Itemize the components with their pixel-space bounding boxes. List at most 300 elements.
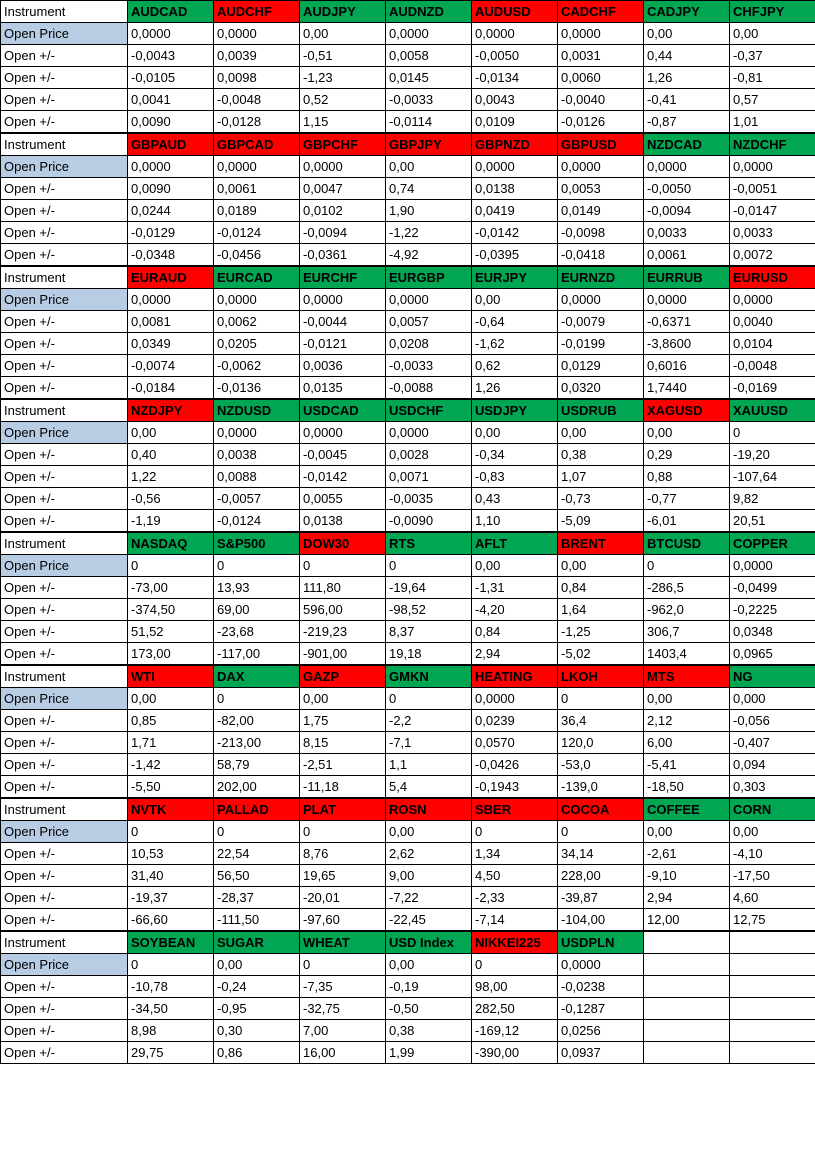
open-change-cell: -0,0094 — [300, 222, 386, 244]
instrument-name-cell[interactable]: GBPNZD — [472, 134, 558, 156]
open-change-cell: 0,0033 — [730, 222, 815, 244]
open-price-cell: 0,0000 — [386, 23, 472, 45]
open-change-cell: -0,0043 — [128, 45, 214, 67]
instrument-name-cell[interactable]: CHFJPY — [730, 1, 815, 23]
open-change-cell: 120,0 — [558, 732, 644, 754]
open-change-row — [1, 244, 815, 266]
open-change-cell: -1,19 — [128, 510, 214, 532]
open-change-cell: -0,0426 — [472, 754, 558, 776]
open-change-row — [1, 621, 815, 643]
open-change-row — [1, 222, 815, 244]
open-change-cell: 0,0041 — [128, 89, 214, 111]
instrument-block — [0, 0, 815, 133]
open-change-row — [1, 1020, 815, 1042]
open-change-cell: 10,53 — [128, 843, 214, 865]
instrument-name-cell[interactable]: COFFEE — [644, 799, 730, 821]
open-change-cell: -0,0134 — [472, 67, 558, 89]
open-price-cell: 0 — [386, 688, 472, 710]
open-change-cell: 22,54 — [214, 843, 300, 865]
open-price-cell: 0,00 — [558, 555, 644, 577]
open-change-cell: -32,75 — [300, 998, 386, 1020]
open-change-cell: 0,0189 — [214, 200, 300, 222]
open-change-cell: 0,0043 — [472, 89, 558, 111]
instrument-name-cell[interactable]: NZDJPY — [128, 400, 214, 422]
open-change-cell: 0,52 — [300, 89, 386, 111]
open-price-cell: 0 — [386, 555, 472, 577]
open-change-cell: 2,94 — [472, 643, 558, 665]
open-change-cell: 13,93 — [214, 577, 300, 599]
instrument-name-cell[interactable]: BRENT — [558, 533, 644, 555]
open-change-cell: -0,64 — [472, 311, 558, 333]
instrument-name-cell[interactable]: USDCAD — [300, 400, 386, 422]
instrument-name-cell[interactable]: COCOA — [558, 799, 644, 821]
row-label-open-change: Open +/- — [1, 976, 128, 998]
open-change-cell: 69,00 — [214, 599, 300, 621]
open-price-cell: 0,0000 — [128, 156, 214, 178]
row-label-open-change: Open +/- — [1, 355, 128, 377]
instrument-name-cell[interactable]: XAGUSD — [644, 400, 730, 422]
instrument-name-cell[interactable]: GBPUSD — [558, 134, 644, 156]
open-change-cell: -0,0124 — [214, 510, 300, 532]
open-change-cell: 0,0256 — [558, 1020, 644, 1042]
row-label-open-change: Open +/- — [1, 444, 128, 466]
open-change-cell: 596,00 — [300, 599, 386, 621]
open-price-cell: 0 — [128, 954, 214, 976]
instrument-name-cell[interactable]: XAUUSD — [730, 400, 815, 422]
row-label-open-price: Open Price — [1, 954, 128, 976]
open-change-row — [1, 754, 815, 776]
open-change-cell: 0,0570 — [472, 732, 558, 754]
open-change-cell: 0,0149 — [558, 200, 644, 222]
open-price-cell: 0,0000 — [386, 422, 472, 444]
open-change-cell: 9,00 — [386, 865, 472, 887]
open-change-cell: -0,0040 — [558, 89, 644, 111]
open-change-row — [1, 776, 815, 798]
open-price-cell: 0 — [128, 821, 214, 843]
open-change-row — [1, 45, 815, 67]
instrument-name-cell[interactable]: AFLT — [472, 533, 558, 555]
row-label-open-change: Open +/- — [1, 754, 128, 776]
open-change-cell: -2,51 — [300, 754, 386, 776]
open-change-cell: -22,45 — [386, 909, 472, 931]
open-change-cell: 0,43 — [472, 488, 558, 510]
open-change-cell: -0,407 — [730, 732, 815, 754]
open-change-cell: 0,85 — [128, 710, 214, 732]
open-price-row — [1, 954, 815, 976]
instrument-name-cell[interactable]: EURUSD — [730, 267, 815, 289]
instrument-name-cell[interactable]: DAX — [214, 666, 300, 688]
open-change-row — [1, 865, 815, 887]
open-price-cell: 0 — [214, 821, 300, 843]
open-change-cell: 0,74 — [386, 178, 472, 200]
instrument-name-cell[interactable]: SUGAR — [214, 932, 300, 954]
open-change-cell: -0,0348 — [128, 244, 214, 266]
open-change-cell: -0,0142 — [300, 466, 386, 488]
open-change-row — [1, 200, 815, 222]
instrument-name-cell[interactable]: AUDNZD — [386, 1, 472, 23]
open-change-row — [1, 643, 815, 665]
open-change-cell: -0,81 — [730, 67, 815, 89]
open-change-cell: -19,64 — [386, 577, 472, 599]
instrument-name-cell[interactable]: AUDUSD — [472, 1, 558, 23]
open-change-cell: 0,0036 — [300, 355, 386, 377]
open-change-cell: 0,84 — [472, 621, 558, 643]
open-change-cell: -0,87 — [644, 111, 730, 133]
open-change-cell: -111,50 — [214, 909, 300, 931]
open-change-cell: 0,303 — [730, 776, 815, 798]
row-label-open-price: Open Price — [1, 289, 128, 311]
open-change-cell: -0,0062 — [214, 355, 300, 377]
open-price-cell: 0 — [214, 688, 300, 710]
open-change-cell: 1,7440 — [644, 377, 730, 399]
open-price-cell: 0,00 — [386, 954, 472, 976]
instrument-name-cell[interactable]: ROSN — [386, 799, 472, 821]
instrument-name-cell[interactable]: EURCHF — [300, 267, 386, 289]
row-label-open-change: Open +/- — [1, 45, 128, 67]
open-change-cell: 0,0090 — [128, 178, 214, 200]
open-change-cell: -0,0499 — [730, 577, 815, 599]
instrument-block — [0, 798, 815, 931]
instrument-name-cell[interactable]: WHEAT — [300, 932, 386, 954]
open-change-cell: 0,0060 — [558, 67, 644, 89]
instrument-name-cell[interactable]: NVTK — [128, 799, 214, 821]
instrument-name-cell[interactable]: CADCHF — [558, 1, 644, 23]
row-label-open-change: Open +/- — [1, 200, 128, 222]
open-change-cell: -169,12 — [472, 1020, 558, 1042]
instrument-name-cell[interactable]: PLAT — [300, 799, 386, 821]
open-change-cell: 0,0104 — [730, 333, 815, 355]
open-change-cell: -97,60 — [300, 909, 386, 931]
open-change-cell: 8,98 — [128, 1020, 214, 1042]
open-change-cell: -0,0147 — [730, 200, 815, 222]
row-label-open-change: Open +/- — [1, 643, 128, 665]
open-change-cell: 36,4 — [558, 710, 644, 732]
row-label-open-change: Open +/- — [1, 311, 128, 333]
open-change-cell: -0,51 — [300, 45, 386, 67]
open-price-cell: 0 — [300, 555, 386, 577]
open-change-cell: -0,6371 — [644, 311, 730, 333]
open-change-cell: 4,60 — [730, 887, 815, 909]
open-change-cell: 0,0033 — [644, 222, 730, 244]
open-change-cell: -0,1943 — [472, 776, 558, 798]
open-change-cell: -219,23 — [300, 621, 386, 643]
open-change-row — [1, 355, 815, 377]
open-price-row — [1, 688, 815, 710]
open-change-cell: 7,00 — [300, 1020, 386, 1042]
open-change-row — [1, 909, 815, 931]
row-label-open-change: Open +/- — [1, 67, 128, 89]
open-change-cell: -139,0 — [558, 776, 644, 798]
open-change-cell: -0,0169 — [730, 377, 815, 399]
open-change-cell: 5,4 — [386, 776, 472, 798]
open-change-cell: 1403,4 — [644, 643, 730, 665]
open-price-cell: 0,0000 — [214, 23, 300, 45]
instrument-name-cell[interactable]: CORN — [730, 799, 815, 821]
open-change-row — [1, 887, 815, 909]
open-change-row — [1, 89, 815, 111]
open-change-cell: 0,0039 — [214, 45, 300, 67]
open-change-cell: -2,2 — [386, 710, 472, 732]
open-price-cell: 0,0000 — [644, 289, 730, 311]
instrument-name-cell[interactable]: COPPER — [730, 533, 815, 555]
open-change-cell: -0,0050 — [472, 45, 558, 67]
row-label-open-price: Open Price — [1, 422, 128, 444]
instrument-name-cell[interactable]: NZDCAD — [644, 134, 730, 156]
empty-cell — [644, 1020, 730, 1042]
open-price-cell: 0,0000 — [214, 289, 300, 311]
instrument-name-cell[interactable]: NIKKEI225 — [472, 932, 558, 954]
open-change-cell: -0,83 — [472, 466, 558, 488]
instrument-name-cell[interactable]: HEATING — [472, 666, 558, 688]
open-change-cell: 0,0071 — [386, 466, 472, 488]
open-change-row — [1, 732, 815, 754]
open-price-cell: 0 — [472, 954, 558, 976]
open-change-cell: -53,0 — [558, 754, 644, 776]
instrument-name-cell[interactable]: GMKN — [386, 666, 472, 688]
open-change-cell: -390,00 — [472, 1042, 558, 1064]
instrument-name-cell[interactable]: WTI — [128, 666, 214, 688]
row-label-open-change: Open +/- — [1, 488, 128, 510]
empty-cell — [730, 932, 815, 954]
instrument-name-cell[interactable]: LKOH — [558, 666, 644, 688]
open-price-cell: 0,0000 — [300, 289, 386, 311]
instrument-name-cell[interactable]: MTS — [644, 666, 730, 688]
open-change-cell: -213,00 — [214, 732, 300, 754]
open-change-cell: -73,00 — [128, 577, 214, 599]
open-price-cell: 0,00 — [300, 23, 386, 45]
open-change-cell: 58,79 — [214, 754, 300, 776]
empty-cell — [644, 954, 730, 976]
open-price-cell: 0,000 — [730, 688, 815, 710]
instrument-name-cell[interactable]: EURAUD — [128, 267, 214, 289]
open-change-cell: -0,0051 — [730, 178, 815, 200]
open-change-cell: 0,0135 — [300, 377, 386, 399]
instrument-name-cell[interactable]: USDCHF — [386, 400, 472, 422]
open-price-cell: 0,00 — [644, 821, 730, 843]
open-change-cell: 0,0057 — [386, 311, 472, 333]
instrument-name-cell[interactable]: EURGBP — [386, 267, 472, 289]
open-change-cell: -0,0094 — [644, 200, 730, 222]
open-change-cell: 19,18 — [386, 643, 472, 665]
open-change-cell: 202,00 — [214, 776, 300, 798]
instrument-name-cell[interactable]: S&P500 — [214, 533, 300, 555]
instrument-name-cell[interactable]: PALLAD — [214, 799, 300, 821]
open-price-cell: 0,00 — [730, 821, 815, 843]
instrument-name-cell[interactable]: AUDCAD — [128, 1, 214, 23]
instrument-block — [0, 665, 815, 798]
open-change-cell: -82,00 — [214, 710, 300, 732]
instrument-name-cell[interactable]: GBPCAD — [214, 134, 300, 156]
open-change-cell: 0,0038 — [214, 444, 300, 466]
open-price-cell: 0,0000 — [128, 289, 214, 311]
open-change-cell: 0,0102 — [300, 200, 386, 222]
open-change-cell: -0,0033 — [386, 89, 472, 111]
row-label-instrument: Instrument — [1, 400, 128, 422]
open-change-row — [1, 1042, 815, 1064]
instrument-name-cell[interactable]: NZDCHF — [730, 134, 815, 156]
open-price-cell: 0,0000 — [558, 954, 644, 976]
instrument-header-row — [1, 134, 815, 156]
open-change-cell: 0,0061 — [644, 244, 730, 266]
open-price-cell: 0,00 — [128, 688, 214, 710]
open-price-row — [1, 289, 815, 311]
open-change-cell: 8,76 — [300, 843, 386, 865]
open-change-cell: 0,0349 — [128, 333, 214, 355]
open-change-cell: 0,30 — [214, 1020, 300, 1042]
open-price-cell: 0,00 — [644, 688, 730, 710]
open-change-cell: -4,10 — [730, 843, 815, 865]
row-label-open-change: Open +/- — [1, 466, 128, 488]
row-label-open-price: Open Price — [1, 688, 128, 710]
instrument-name-cell[interactable]: NZDUSD — [214, 400, 300, 422]
instrument-header-row — [1, 533, 815, 555]
open-change-cell: -20,01 — [300, 887, 386, 909]
row-label-open-price: Open Price — [1, 156, 128, 178]
open-change-cell: -0,50 — [386, 998, 472, 1020]
open-change-row — [1, 311, 815, 333]
open-change-cell: -0,0456 — [214, 244, 300, 266]
open-change-cell: 2,94 — [644, 887, 730, 909]
open-change-cell: -0,0105 — [128, 67, 214, 89]
open-change-cell: 0,29 — [644, 444, 730, 466]
open-change-cell: -0,0114 — [386, 111, 472, 133]
row-label-open-change: Open +/- — [1, 244, 128, 266]
row-label-open-change: Open +/- — [1, 998, 128, 1020]
open-price-cell: 0,00 — [644, 422, 730, 444]
instrument-name-cell[interactable]: EURJPY — [472, 267, 558, 289]
instrument-name-cell[interactable]: EURNZD — [558, 267, 644, 289]
instrument-name-cell[interactable]: AUDJPY — [300, 1, 386, 23]
instrument-name-cell[interactable]: GBPCHF — [300, 134, 386, 156]
open-change-cell: 20,51 — [730, 510, 815, 532]
open-change-cell: -0,0090 — [386, 510, 472, 532]
open-change-cell: -0,0124 — [214, 222, 300, 244]
instrument-name-cell[interactable]: EURRUB — [644, 267, 730, 289]
instrument-name-cell[interactable]: GAZP — [300, 666, 386, 688]
open-change-cell: 0,0208 — [386, 333, 472, 355]
open-change-cell: -0,0074 — [128, 355, 214, 377]
open-change-cell: 0,57 — [730, 89, 815, 111]
instrument-name-cell[interactable]: USDPLN — [558, 932, 644, 954]
row-label-instrument: Instrument — [1, 799, 128, 821]
instrument-name-cell[interactable]: AUDCHF — [214, 1, 300, 23]
open-change-cell: 9,82 — [730, 488, 815, 510]
open-change-cell: -0,0044 — [300, 311, 386, 333]
open-change-cell: -1,62 — [472, 333, 558, 355]
instrument-name-cell[interactable]: DOW30 — [300, 533, 386, 555]
open-change-cell: 1,90 — [386, 200, 472, 222]
open-change-cell: 0,0109 — [472, 111, 558, 133]
open-price-cell: 0,0000 — [300, 156, 386, 178]
instrument-name-cell[interactable]: RTS — [386, 533, 472, 555]
row-label-open-change: Open +/- — [1, 577, 128, 599]
open-change-cell: -286,5 — [644, 577, 730, 599]
open-change-cell: -2,61 — [644, 843, 730, 865]
open-price-row — [1, 23, 815, 45]
row-label-open-change: Open +/- — [1, 887, 128, 909]
open-change-cell: 1,26 — [472, 377, 558, 399]
open-change-cell: 0,0138 — [472, 178, 558, 200]
open-change-cell: -2,33 — [472, 887, 558, 909]
open-price-cell: 0,00 — [386, 821, 472, 843]
open-change-cell: -0,0418 — [558, 244, 644, 266]
instrument-name-cell[interactable]: EURCAD — [214, 267, 300, 289]
open-change-cell: -0,41 — [644, 89, 730, 111]
instrument-name-cell[interactable]: GBPJPY — [386, 134, 472, 156]
open-change-cell: 34,14 — [558, 843, 644, 865]
instrument-block — [0, 399, 815, 532]
instrument-block — [0, 266, 815, 399]
instrument-name-cell[interactable]: BTCUSD — [644, 533, 730, 555]
instrument-name-cell[interactable]: GBPAUD — [128, 134, 214, 156]
open-change-cell: -7,35 — [300, 976, 386, 998]
open-change-cell: 2,62 — [386, 843, 472, 865]
instrument-name-cell[interactable]: USD Index — [386, 932, 472, 954]
open-change-cell: -0,0088 — [386, 377, 472, 399]
open-change-cell: 98,00 — [472, 976, 558, 998]
open-change-cell: -104,00 — [558, 909, 644, 931]
open-price-cell: 0,00 — [300, 688, 386, 710]
open-change-cell: 0,0072 — [730, 244, 815, 266]
open-change-cell: -5,09 — [558, 510, 644, 532]
open-change-row — [1, 976, 815, 998]
open-change-cell: 12,00 — [644, 909, 730, 931]
instrument-name-cell[interactable]: USDJPY — [472, 400, 558, 422]
open-change-cell: 0,6016 — [644, 355, 730, 377]
open-change-cell: -0,0057 — [214, 488, 300, 510]
open-change-cell: 0,0061 — [214, 178, 300, 200]
instrument-name-cell[interactable]: SBER — [472, 799, 558, 821]
open-price-cell: 0,0000 — [386, 289, 472, 311]
open-change-cell: -9,10 — [644, 865, 730, 887]
open-price-cell: 0,00 — [472, 422, 558, 444]
open-change-cell: -0,34 — [472, 444, 558, 466]
row-label-open-change: Open +/- — [1, 710, 128, 732]
open-change-cell: 0,62 — [472, 355, 558, 377]
open-change-cell: 51,52 — [128, 621, 214, 643]
instrument-name-cell[interactable]: NASDAQ — [128, 533, 214, 555]
open-change-row — [1, 577, 815, 599]
open-change-cell: -4,20 — [472, 599, 558, 621]
open-change-cell: -0,0050 — [644, 178, 730, 200]
instrument-name-cell[interactable]: USDRUB — [558, 400, 644, 422]
open-price-cell: 0,00 — [386, 156, 472, 178]
open-change-cell: 0,0348 — [730, 621, 815, 643]
open-change-cell: -5,50 — [128, 776, 214, 798]
open-change-cell: 8,37 — [386, 621, 472, 643]
open-change-cell: 1,99 — [386, 1042, 472, 1064]
open-price-cell: 0,0000 — [472, 688, 558, 710]
open-price-cell: 0,00 — [558, 422, 644, 444]
instrument-name-cell[interactable]: SOYBEAN — [128, 932, 214, 954]
open-change-cell: -0,95 — [214, 998, 300, 1020]
open-change-cell: 1,26 — [644, 67, 730, 89]
open-change-row — [1, 843, 815, 865]
open-change-cell: 306,7 — [644, 621, 730, 643]
empty-cell — [730, 976, 815, 998]
open-change-row — [1, 488, 815, 510]
instrument-name-cell[interactable]: CADJPY — [644, 1, 730, 23]
instrument-header-row — [1, 400, 815, 422]
open-change-row — [1, 444, 815, 466]
open-change-cell: -0,0045 — [300, 444, 386, 466]
open-change-cell: -107,64 — [730, 466, 815, 488]
instrument-name-cell[interactable]: NG — [730, 666, 815, 688]
row-label-instrument: Instrument — [1, 134, 128, 156]
open-change-cell: -0,0238 — [558, 976, 644, 998]
open-change-cell: 1,71 — [128, 732, 214, 754]
open-price-cell: 0,00 — [214, 954, 300, 976]
